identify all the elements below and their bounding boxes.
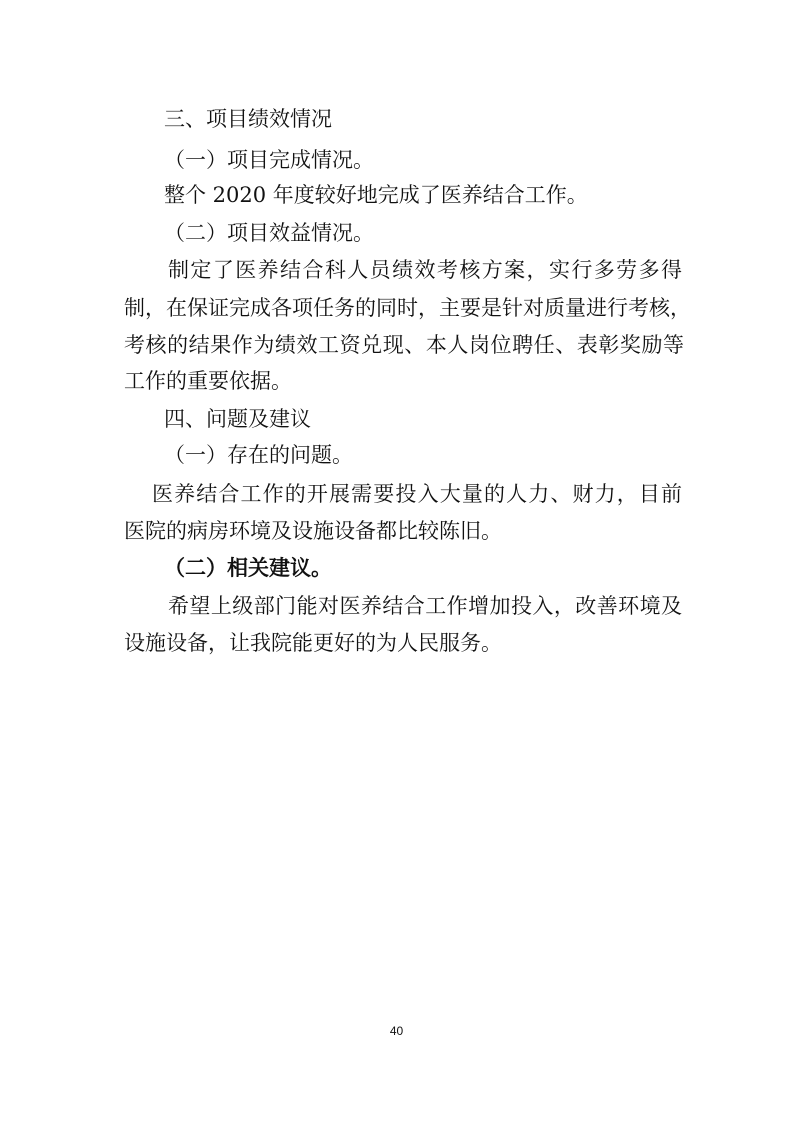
paragraph-problems-line: 医养结合工作的开展需要投入大量的人力、财力，目前 [152,482,682,506]
paragraph-benefit-line: 制定了医养结合科人员绩效考核方案，实行多劳多得 [168,258,682,282]
paragraph-benefit-line: 考核的结果作为绩效工资兑现、本人岗位聘任、表彰奖励等 [124,333,684,357]
subheading-existing-problems: （一）存在的问题。 [164,443,353,467]
section-heading-4: 四、问题及建议 [164,407,311,431]
paragraph-benefit-line: 制，在保证完成各项任务的同时，主要是针对质量进行考核， [124,296,691,320]
paragraph-benefit-line: 工作的重要依据。 [124,369,292,393]
subheading-project-benefit: （二）项目效益情况。 [164,221,374,245]
paragraph-suggestions-line: 设施设备，让我院能更好的为人民服务。 [124,631,502,655]
paragraph-project-completion: 整个 2020 年度较好地完成了医养结合工作。 [164,183,588,207]
section-heading-3: 三、项目绩效情况 [164,107,332,131]
page-number: 40 [389,1024,404,1038]
paragraph-suggestions-line: 希望上级部门能对医养结合工作增加投入，改善环境及 [168,594,682,618]
paragraph-problems-line: 医院的病房环境及设施设备都比较陈旧。 [124,519,502,543]
subheading-project-completion: （一）项目完成情况。 [164,148,374,172]
subheading-suggestions: （二）相关建议。 [164,556,332,580]
